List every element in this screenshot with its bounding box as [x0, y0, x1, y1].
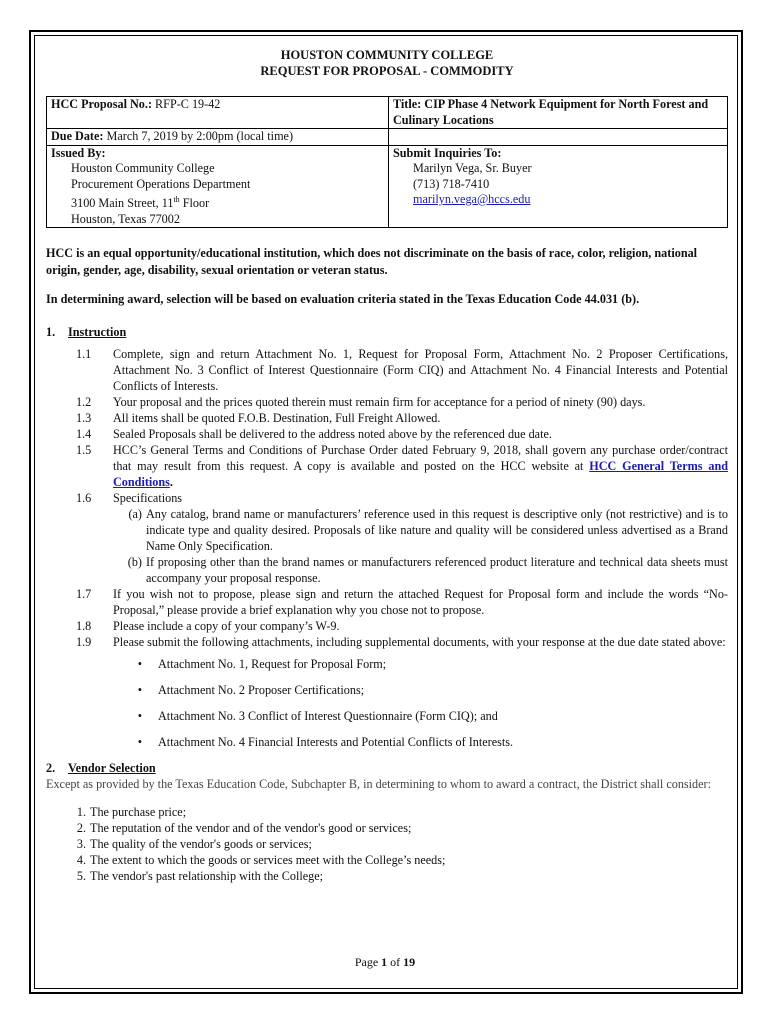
criteria-item: 1. The purchase price;: [76, 804, 187, 819]
list-item: 1.5 HCC’s General Terms and Conditions of Purchase Order dated February 9, 2018, shall govern any purchase order/contract that may result from this request. A copy is available and posted on the HCC website at HCC General Terms and Conditions.: [76, 442, 728, 489]
list-item: 1.1 Complete, sign and return Attachment No. 1, Request for Proposal Form, Attachment No. 2 Proposer Certifications, Attachment No. 3 Conflict of Interest Questionnaire (Form CIQ) and Attachment No. 4 Financial Interests and Potential Conflicts of Interests.: [76, 346, 728, 393]
title-cell: [389, 97, 728, 129]
list-item: 1.7 If you wish not to propose, please sign and return the attached Request for Proposal form and include the words “No-Proposal,” please provide a brief explanation why you chose not to propose.: [76, 586, 728, 617]
issued-line: Procurement Operations Department: [71, 176, 251, 191]
proposal-number-cell: [47, 97, 389, 129]
contact-phone: (713) 718-7410: [413, 176, 490, 191]
page-total: 19: [403, 955, 416, 969]
proposal-info-table: [46, 96, 728, 228]
due-date-cell: [47, 129, 389, 146]
spec-subitem: (a) Any catalog, brand name or manufacturers’ reference used in this request is descriptive only (not restrictive) and is to indicate type and quality desired. Proposals of like nature and quality will be considered unless advertised as a Brand Name Only Specification.: [128, 506, 728, 553]
list-item: 1.8 Please include a copy of your company’s W-9.: [76, 618, 340, 633]
proposal-value: RFP-C 19-42: [152, 97, 221, 111]
terms-link[interactable]: HCC General Terms and Conditions: [113, 458, 728, 489]
issued-by-cell: [47, 145, 389, 228]
contact-email-link[interactable]: marilyn.vega@hccs.edu: [413, 192, 531, 206]
spec-subitem: (b) If proposing other than the brand names or manufacturers referenced product literature and technical data sheets must accompany your proposal response.: [127, 554, 728, 585]
attachment-bullet-list: [46, 656, 728, 750]
title-value: CIP Phase 4 Network Equipment for North Forest and Culinary Locations: [393, 97, 709, 127]
due-value: March 7, 2019 by 2:00pm (local time): [103, 129, 294, 143]
due-label: Due Date:: [51, 129, 104, 143]
issued-city: Houston, Texas 77002: [71, 211, 180, 226]
section-2-intro: Except as provided by the Texas Education Code, Subchapter B, in determining to whom to award a contract, the District shall consider:: [46, 776, 711, 791]
list-item: 1.6 Specifications: [76, 490, 183, 505]
attachment-bullet: • Attachment No. 1, Request for Proposal Form;: [137, 656, 387, 671]
document-body: [46, 46, 728, 884]
criteria-item: 5. The vendor's past relationship with the College;: [76, 868, 324, 883]
list-item: 1.3 All items shall be quoted F.O.B. Destination, Full Freight Allowed.: [76, 410, 441, 425]
header-line-2: REQUEST FOR PROPOSAL - COMMODITY: [260, 63, 514, 78]
criteria-item: 3. The quality of the vendor's goods or services;: [76, 836, 312, 851]
section-1-items: [46, 346, 728, 442]
empty-cell: [389, 129, 728, 146]
eeo-statement: HCC is an equal opportunity/educational institution, which does not discriminate on the basis of race, color, religion, national origin, gender, age, disability, sexual orientation or veteran status.: [46, 246, 698, 277]
contact-name: Marilyn Vega, Sr. Buyer: [413, 161, 532, 175]
proposal-label: HCC Proposal No.:: [51, 97, 152, 111]
criteria-item: 2. The reputation of the vendor and of the vendor's good or services;: [76, 820, 412, 835]
header-line-1: HOUSTON COMMUNITY COLLEGE: [280, 48, 494, 62]
list-item: 1.9 Please submit the following attachments, including supplemental documents, with your response at the due date stated above:: [76, 634, 726, 649]
issued-line: Houston Community College: [71, 161, 215, 175]
title-label: Title:: [393, 97, 422, 111]
specifications-subitems: [46, 506, 728, 586]
issued-label: Issued By:: [51, 145, 106, 160]
page-footer: Page 1 of 19: [354, 955, 416, 969]
list-item: 1.2 Your proposal and the prices quoted therein must remain firm for acceptance for a period of ninety (90) days.: [76, 394, 646, 409]
selection-criteria-list: [46, 804, 728, 884]
section-1-items-after: [46, 586, 728, 650]
section-2-heading: 2. Vendor Selection: [46, 760, 156, 775]
attachment-bullet: • Attachment No. 3 Conflict of Interest Questionnaire (Form CIQ); and: [137, 708, 498, 723]
list-item: 1.4 Sealed Proposals shall be delivered to the address noted above by the referenced due date.: [76, 426, 552, 441]
page-number: 1: [381, 955, 388, 969]
section-1-heading: 1. Instruction: [46, 324, 127, 339]
document-header: [46, 48, 728, 79]
criteria-item: 4. The extent to which the goods or services meet with the College’s needs;: [76, 852, 446, 867]
inquiries-cell: [389, 145, 728, 228]
issued-address: 3100 Main Street, 11th Floor: [71, 195, 210, 211]
attachment-bullet: • Attachment No. 4 Financial Interests and Potential Conflicts of Interests.: [137, 734, 514, 749]
award-statement: In determining award, selection will be based on evaluation criteria stated in the Texas Education Code 44.031 (b).: [46, 292, 640, 307]
inquiries-label: Submit Inquiries To:: [393, 145, 502, 160]
attachment-bullet: • Attachment No. 2 Proposer Certifications;: [137, 682, 365, 697]
